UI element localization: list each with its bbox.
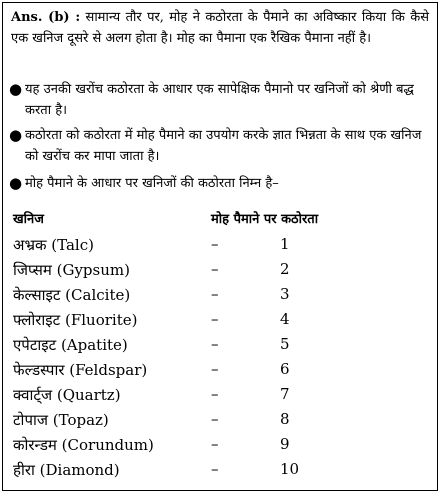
mineral-name: कोरन्डम (Corundum) (13, 436, 154, 454)
answer-box (2, 2, 438, 491)
hardness-value: 3 (280, 285, 290, 303)
table-header-hardness: मोह पैमाने पर कठोरता (211, 212, 319, 227)
hardness-value: 1 (280, 235, 290, 253)
bullet-item (9, 173, 429, 194)
bullet-text: कठोरता को कठोरता में मोह पैमाने का उपयोग करके ज्ञात भिन्नता के साथ एक खनिज को खरोंच कर मापा जाता है। (25, 128, 422, 164)
mineral-name: एपेटाइट (Apatite) (13, 336, 128, 354)
table-row (3, 435, 437, 460)
hardness-value: 5 (280, 335, 290, 353)
bullet-item (9, 125, 429, 167)
bullet-text: यह उनकी खरोंच कठोरता के आधार एक सापेक्षिक पैमानो पर खनिजों को श्रेणी बद्ध करता है। (25, 82, 414, 118)
hardness-value: 10 (280, 460, 300, 478)
bullet-icon: ● (9, 126, 23, 144)
mineral-name: जिप्सम (Gypsum) (13, 261, 130, 279)
mineral-name: केल्साइट (Calcite) (13, 286, 131, 304)
dash: – (211, 260, 219, 278)
hardness-value: 8 (280, 410, 290, 428)
bullet-item (9, 79, 429, 121)
table-row (3, 410, 437, 435)
intro-text: सामान्य तौर पर, मोह ने कठोरता के पैमाने का अविष्कार किया कि कैसे एक खनिज दूसरे से अलग होता है। मोह का पैमाना एक रैखिक पैमाना नहीं है। (11, 10, 429, 46)
dash: – (211, 285, 219, 303)
answer-label: Ans. (b) : (11, 10, 81, 25)
mineral-name: अभ्रक (Talc) (13, 236, 94, 254)
bullet-icon: ● (9, 80, 23, 98)
dash: – (211, 410, 219, 428)
table-row (3, 460, 437, 485)
dash: – (211, 460, 219, 478)
mineral-name: फेल्डस्पार (Feldspar) (13, 361, 148, 379)
hardness-value: 6 (280, 360, 290, 378)
table-row (3, 310, 437, 335)
table-header-mineral: खनिज (13, 212, 44, 227)
table-row (3, 385, 437, 410)
hardness-value: 4 (280, 310, 290, 328)
hardness-value: 2 (280, 260, 290, 278)
table-row (3, 335, 437, 360)
mineral-name: क्वार्ट्ज (Quartz) (13, 386, 121, 404)
dash: – (211, 235, 219, 253)
bullet-icon: ● (9, 174, 23, 192)
table-row (3, 285, 437, 310)
mineral-name: टोपाज (Topaz) (13, 411, 109, 429)
dash: – (211, 310, 219, 328)
mineral-name: फ्लोराइट (Fluorite) (13, 311, 138, 329)
bullet-text: मोह पैमाने के आधार पर खनिजों की कठोरता निम्न है– (25, 176, 279, 191)
table-row (3, 360, 437, 385)
dash: – (211, 385, 219, 403)
answer-intro (11, 7, 429, 49)
table-row (3, 260, 437, 285)
hardness-value: 9 (280, 435, 290, 453)
dash: – (211, 435, 219, 453)
table-row (3, 235, 437, 260)
dash: – (211, 360, 219, 378)
mineral-name: हीरा (Diamond) (13, 461, 120, 479)
hardness-value: 7 (280, 385, 290, 403)
dash: – (211, 335, 219, 353)
